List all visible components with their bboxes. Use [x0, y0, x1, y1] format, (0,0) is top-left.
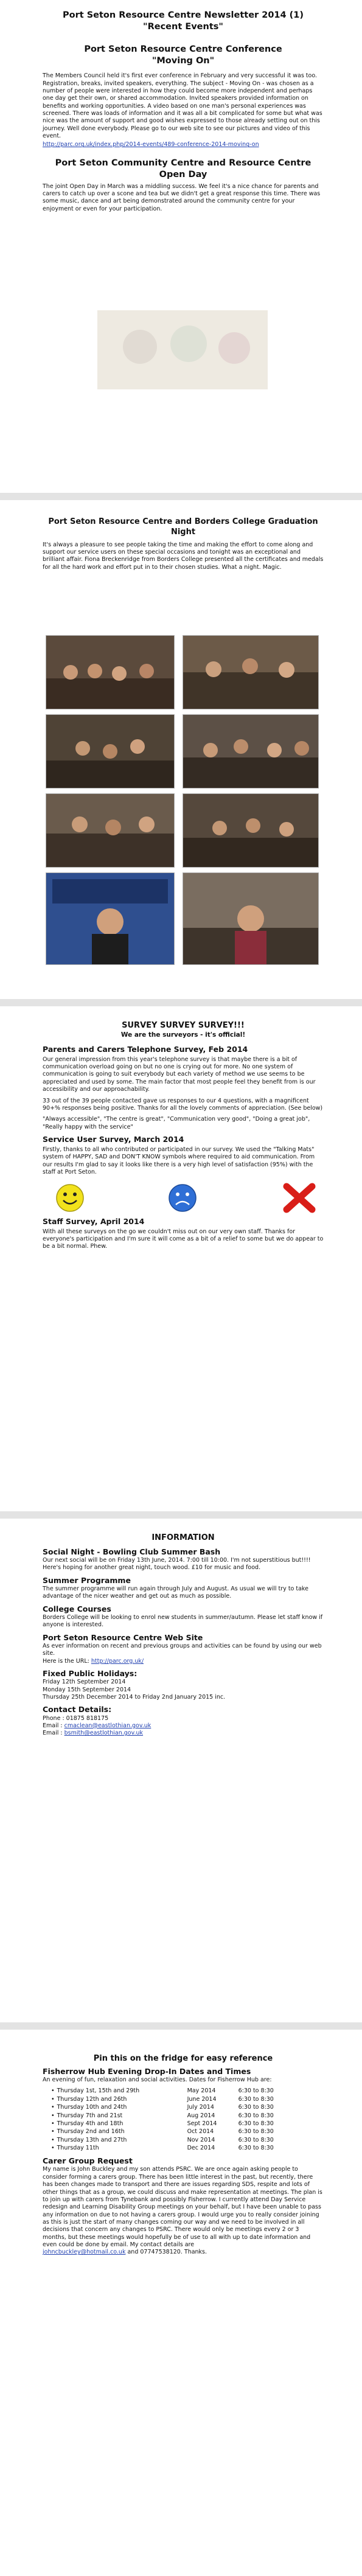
carer-contact-line — [43, 2249, 324, 2256]
email-link-1[interactable]: cmaclean@eastlothian.gov.uk — [64, 1722, 151, 1729]
carer-group-text: My name is John Buckley and my son attends PSRC. We are once again asking people to consider forming a carers group. There has been little interest in the past, but recently, there has been changes made to transport and there are issues regarding SDS, respite and lots of other things that as a group, we could discuss and make representation at meetings. The plan is to join up with carers from Tynebank and possibly Fisherrow. I currently attend Day Service redesign and Learning Disability Group meetings on your behalf, but I have been unable to pass any information on due to not having a carers group. I would urge you to really consider joining as this is just the start of many changes coming our way and we need to be involved in all decisions that concern any changes to PSRC. There would only be meetings every 2 or 3 months, but these meetings would hopefully be of use to all with up to date information and even could be done by email. My contact details are — [43, 2166, 322, 2248]
college-courses-title: College Courses — [43, 1604, 111, 1613]
service-user-survey-text: Firstly, thanks to all who contributed or participated in our survey. We used the "Talking Mats" system of HAPPY, SAD and DON'T KNOW symbols where required to aid communication. From our results I'm glad to say it looks like there is a very high level of satisfaction (95%) with the staff at Port Seton. — [43, 1146, 315, 1176]
newsletter-page-4 — [0, 1519, 362, 2022]
table-row: • Thursday 10th and 24th July 2014 6:30 to 8:30 — [51, 2104, 276, 2112]
service-user-survey-title: Service User Survey, March 2014 — [43, 1134, 184, 1144]
page-2-content — [43, 517, 324, 575]
table-row: • Thursday 12th and 26th June 2014 6:30 to 8:30 — [51, 2096, 276, 2104]
summer-programme-text: The summer programme will run again through July and August. As usual we will try to take advantage of the nicer weather and get out as much as possible. — [43, 1586, 308, 1600]
recent-events-heading: "Recent Events" — [143, 21, 223, 32]
graduation-photo-2 — [183, 635, 319, 709]
date-month: June 2014 — [187, 2095, 217, 2103]
contact-email-line-1 — [43, 1722, 324, 1730]
table-row: • Thursday 1st, 15th and 29th May 2014 6:30 to 8:30 — [51, 2087, 276, 2095]
newsletter-page-3 — [0, 1006, 362, 1511]
sad-face-icon — [167, 1183, 198, 1213]
conference-link[interactable]: http://parc.org.uk/index.php/2014-events/489-conference-2014-moving-on — [43, 141, 259, 148]
page-gap — [0, 999, 362, 1006]
graduation-photo-8 — [183, 872, 319, 965]
graduation-photo-5 — [46, 793, 175, 868]
conference-text: The Members Council held it's first ever conference in February and very successful it was too. Registration, breaks, invited speakers, everything. The subject - Moving On - was chosen as a number of people were interested in how they could become more independent and perhaps one day get their own, or shared accommodation. Invited speakers provided information on benefits and working opportunities. A video based on one man's personal experiences was screened. There was loads of information and it was all a bit complicated for some but what was nice was the amount of support and good wishes expressed to those already setting out on this journey. Well done everybody. Please go to our web site to see our pictures and video of this event. — [43, 72, 322, 140]
contact-phone: Phone : 01875 818175 — [43, 1714, 109, 1722]
email-link-2[interactable]: bsmith@eastlothian.gov.uk — [64, 1730, 144, 1737]
page-1-content — [43, 10, 324, 217]
holiday-item: Monday 15th September 2014 — [43, 1686, 131, 1693]
parents-survey-quotes: "Always accessible", "The centre is great", "Communication very good", "Doing a great job", "Really happy with the service" — [43, 1116, 310, 1130]
graduation-photo-6 — [183, 793, 319, 868]
openday-title: Port Seton Community Centre and Resource Centre Open Day — [55, 158, 312, 179]
carer-email-link[interactable]: johncbuckley@hotmail.co.uk — [43, 2249, 126, 2256]
page-gap — [0, 1511, 362, 1519]
date-time: 6:30 to 8:30 — [238, 2128, 274, 2136]
website-title: Port Seton Resource Centre Web Site — [43, 1632, 203, 1642]
information-heading: INFORMATION — [151, 1533, 215, 1542]
email-label: Email : — [43, 1730, 64, 1737]
date-day: Thursday 1st, 15th and 29th — [57, 2087, 140, 2095]
happy-face-icon — [55, 1183, 85, 1213]
fisherrow-intro: An evening of fun, relaxation and social activities. Dates for Fisherrow Hub are: — [43, 2076, 272, 2084]
date-month: Sept 2014 — [187, 2120, 217, 2127]
table-row: • Thursday 4th and 18th Sept 2014 6:30 to 8:30 — [51, 2120, 276, 2128]
newsletter-title: Port Seton Resource Centre Newsletter 2014 (1) — [62, 10, 304, 20]
graduation-title: Port Seton Resource Centre and Borders College Graduation Night — [48, 517, 318, 537]
college-courses-text: Borders College will be looking to enrol new students in summer/autumn. Please let staff know if anyone is interested. — [43, 1614, 323, 1629]
parents-survey-text-1: Our general impression from this year's telephone survey is that maybe there is a bit of communication overload going on but no one is crying out for more. No one system of communication is going to suit everybody but each variety of method we use seems to be appreciated and used by some. The main factor that most people feel they benefit from is our accessibility and our approachability. — [43, 1056, 316, 1093]
date-day: Thursday 13th and 27th — [57, 2136, 127, 2143]
table-row: • Thursday 7th and 21st Aug 2014 6:30 to 8:30 — [51, 2112, 276, 2120]
website-url-line — [43, 1658, 324, 1665]
date-month: Aug 2014 — [187, 2112, 215, 2119]
contact-title: Contact Details: — [43, 1705, 112, 1714]
page-gap — [0, 493, 362, 500]
openday-text: The joint Open Day in March was a middling success. We feel it's a nice chance for parents and carers to catch up over a scone and tea but we didn't get a great response this time. There was some music, dance and art being demonstrated around the community centre for your enjoyment or even for your participation. — [43, 183, 321, 212]
website-url-prefix: Here is the URL: — [43, 1657, 91, 1665]
date-time: 6:30 to 8:30 — [238, 2095, 274, 2103]
contact-email-line-2 — [43, 1730, 324, 1737]
table-row: • Thursday 2nd and 16th Oct 2014 6:30 to 8:30 — [51, 2128, 276, 2136]
carer-contact-tail: and 07747538120. Thanks. — [125, 2249, 207, 2256]
newsletter-page-1 — [0, 0, 362, 493]
staff-survey-text: With all these surveys on the go we couldn't miss out on our very own staff. Thanks for everyone's participation and I'm sure it will come as a bit of a relief to some but we do appear to be a bit normal. Phew. — [43, 1228, 324, 1250]
page-gap — [0, 2022, 362, 2030]
date-day: Thursday 10th and 24th — [57, 2104, 127, 2111]
date-time: 6:30 to 8:30 — [238, 2104, 274, 2111]
newsletter-page-2 — [0, 500, 362, 999]
date-month: Dec 2014 — [187, 2144, 215, 2151]
newsletter-page-5 — [0, 2030, 362, 2576]
date-day: Thursday 7th and 21st — [57, 2112, 123, 2119]
date-day: Thursday 12th and 26th — [57, 2095, 127, 2103]
website-url-link[interactable]: http://parc.org.uk/ — [91, 1657, 144, 1665]
summer-programme-title: Summer Programme — [43, 1575, 131, 1585]
dont-know-cross-icon — [283, 1183, 316, 1213]
date-time: 6:30 to 8:30 — [238, 2144, 274, 2151]
page-3-content — [43, 1021, 324, 1255]
conference-subtitle: "Moving On" — [151, 55, 215, 66]
fridge-heading: Pin this on the fridge for easy reference — [93, 2054, 273, 2063]
date-time: 6:30 to 8:30 — [238, 2087, 274, 2095]
fisherrow-dates-table — [51, 2087, 276, 2153]
date-day: Thursday 11th — [57, 2144, 99, 2151]
graduation-photo-7 — [46, 872, 175, 965]
openday-faded-photo — [97, 310, 268, 389]
page-4-content — [43, 1533, 324, 1738]
conference-title: Port Seton Resource Centre Conference — [84, 44, 282, 54]
holidays-title: Fixed Public Holidays: — [43, 1668, 137, 1678]
table-row: • Thursday 13th and 27th Nov 2014 6:30 to 8:30 — [51, 2137, 276, 2145]
date-time: 6:30 to 8:30 — [238, 2112, 274, 2119]
date-month: Oct 2014 — [187, 2128, 214, 2136]
social-night-title: Social Night - Bowling Club Summer Bash — [43, 1547, 221, 1556]
staff-survey-title: Staff Survey, April 2014 — [43, 1216, 145, 1226]
table-row: • Thursday 11th Dec 2014 6:30 to 8:30 — [51, 2145, 276, 2153]
date-day: Thursday 4th and 18th — [57, 2120, 124, 2127]
date-month: May 2014 — [187, 2087, 216, 2095]
date-day: Thursday 2nd and 16th — [57, 2128, 125, 2136]
talking-mats-symbols — [43, 1180, 324, 1217]
graduation-photo-4 — [183, 714, 319, 788]
graduation-photo-1 — [46, 635, 175, 709]
website-text: As ever information on recent and previous groups and activities can be found by using our web site. — [43, 1642, 322, 1657]
holiday-item: Thursday 25th December 2014 to Friday 2nd January 2015 inc. — [43, 1693, 226, 1701]
page-5-content — [43, 2054, 324, 2260]
date-month: July 2014 — [187, 2104, 214, 2111]
parents-survey-text-2: 33 out of the 39 people contacted gave us responses to our 4 questions, with a magnificent 90+% responses being positive. Thanks for all the lovely comments of appreciation. (See below) — [43, 1097, 323, 1112]
graduation-text: It's always a pleasure to see people taking the time and making the effort to come along and support our service users on these special occasions and tonight was an exceptional and brilliant affair. Fiona Breckenridge from Borders College presented all the certificates and medals for all the hard work and effort put in to their chosen studies. What a night. Magic. — [43, 541, 324, 571]
date-time: 6:30 to 8:30 — [238, 2136, 274, 2143]
social-night-text: Our next social will be on Friday 13th June, 2014. 7:00 till 10:00. I'm not superstitious but!!!! Here's hoping for another great night, touch wood. £10 for music and food. — [43, 1557, 311, 1572]
date-time: 6:30 to 8:30 — [238, 2120, 274, 2127]
fisherrow-title: Fisherrow Hub Evening Drop-In Dates and Times — [43, 2066, 251, 2076]
survey-subheading: We are the surveyors - it's official! — [120, 1031, 246, 1039]
parents-survey-title: Parents and Carers Telephone Survey, Feb 2014 — [43, 1044, 248, 1054]
carer-group-title: Carer Group Request — [43, 2156, 133, 2166]
survey-heading: SURVEY SURVEY SURVEY!!! — [122, 1021, 245, 1030]
email-label: Email : — [43, 1722, 64, 1729]
date-month: Nov 2014 — [187, 2136, 215, 2143]
holiday-item: Friday 12th September 2014 — [43, 1679, 126, 1686]
graduation-photo-3 — [46, 714, 175, 788]
